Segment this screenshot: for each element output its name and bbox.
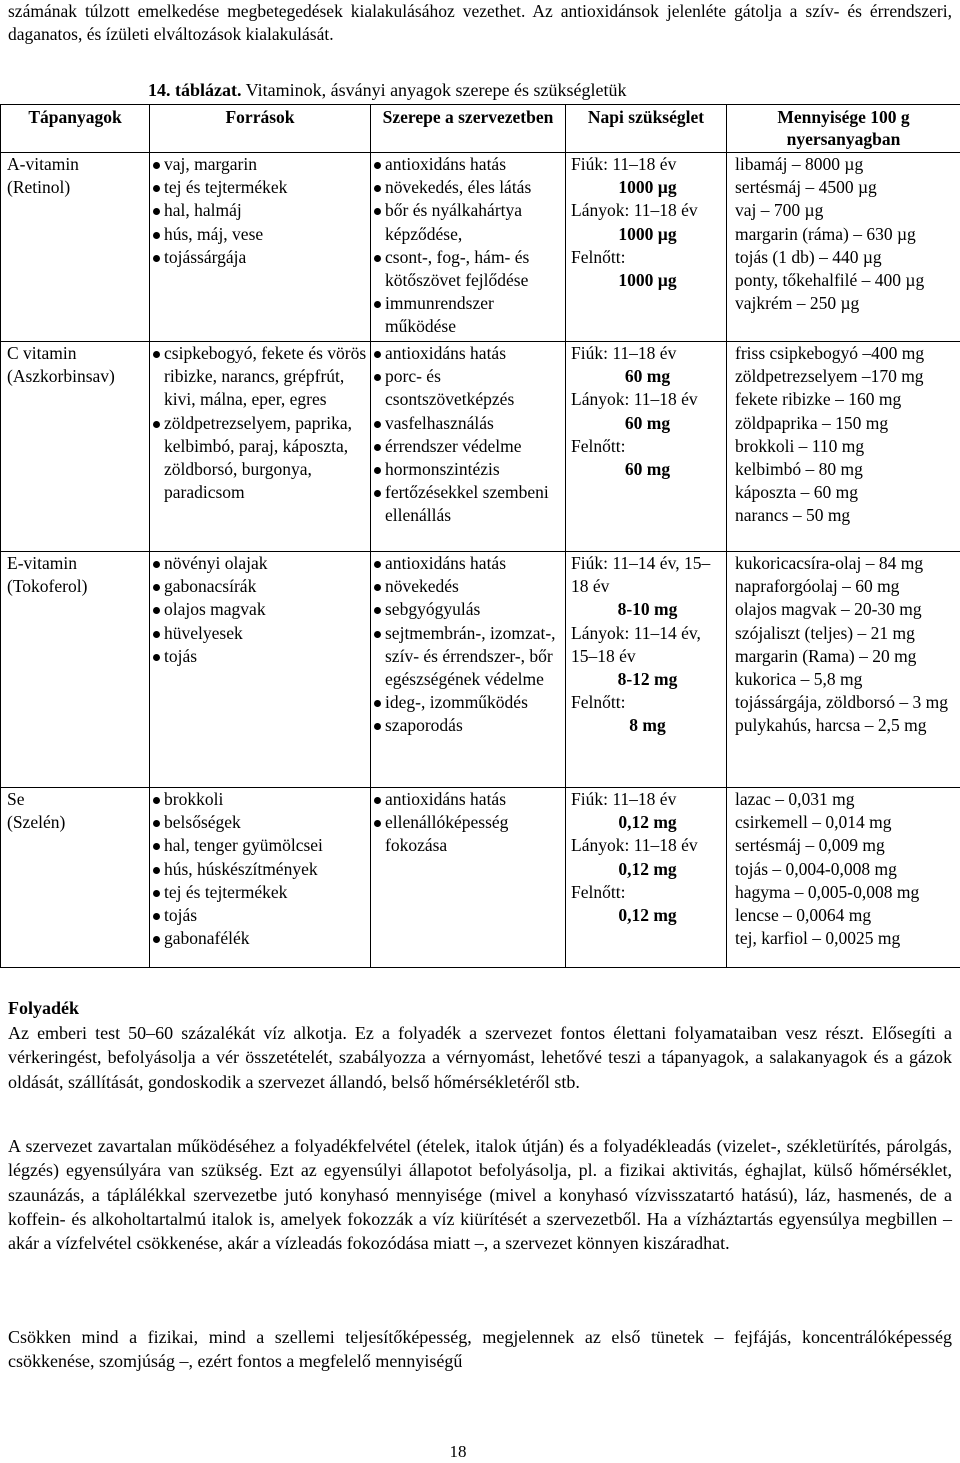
table-caption [148, 79, 626, 102]
nutrient-cell [1, 342, 150, 552]
role-item: ideg-, izomműködés [373, 691, 563, 714]
amount-item: sertésmáj – 0,009 mg [735, 834, 958, 857]
role-item: sebgyógyulás [373, 598, 563, 621]
need-cell [566, 342, 727, 552]
amount-item: tojás (1 db) – 440 µg [735, 246, 958, 269]
role-item: immunrendszer működése [373, 292, 563, 338]
amount-item: lencse – 0,0064 mg [735, 904, 958, 927]
amount-item: kukorica – 5,8 mg [735, 668, 958, 691]
amount-item: fekete ribizke – 160 mg [735, 388, 958, 411]
intro-paragraph: számának túlzott emelkedése megbetegedések kialakulásához vezethet. Az antioxidánsok jelenléte gátolja a szív- és érrendszeri, daganatos, és ízületi elváltozások kialakulását. [8, 0, 952, 46]
header-need: Napi szükséglet [566, 105, 727, 153]
need-value: 8-12 mg [571, 668, 724, 691]
nutrient-name: A-vitamin [7, 153, 147, 176]
source-item: tej és tejtermékek [152, 881, 368, 904]
need-label: Fiúk: 11–18 év [571, 153, 724, 176]
role-item: sejtmembrán-, izomzat-, szív- és érrendszer-, bőr egészségének védelme [373, 622, 563, 692]
sources-list [152, 552, 368, 668]
role-item: porc- és csontszövetképzés [373, 365, 563, 411]
source-item: hús, máj, vese [152, 223, 368, 246]
section-paragraph-1: Az emberi test 50–60 százalékát víz alkotja. Ez a folyadék a szervezet fontos élettani folyamataiban vesz részt. Elősegíti a vérkeringést, befolyásolja a vér összetételét, szabályozza a vérnyomást, lehetővé teszi a tápanyagok, a salakanyagok és a gázok oldását, szállítását, gondoskodik a szervezet állandó, belső hőmérsékletéről stb. [8, 1021, 952, 1094]
amount-item: szójaliszt (teljes) – 21 mg [735, 622, 958, 645]
nutrient-name: C vitamin [7, 342, 147, 365]
nutrient-cell [1, 552, 150, 788]
source-item: hús, húskészítmények [152, 858, 368, 881]
table-row [1, 342, 960, 552]
need-label: Lányok: 11–18 év [571, 834, 724, 857]
sources-cell [150, 788, 371, 968]
role-list [373, 153, 563, 339]
table-row [1, 153, 960, 342]
source-item: hal, halmáj [152, 199, 368, 222]
amount-item: friss csipkebogyó –400 mg [735, 342, 958, 365]
amount-item: narancs – 50 mg [735, 504, 958, 527]
source-item: belsőségek [152, 811, 368, 834]
header-amount: Mennyisége 100 g nyersanyagban [727, 105, 960, 153]
source-item: zöldpetrezselyem, paprika, kelbimbó, paraj, káposzta, zöldborsó, burgonya, paradicsom [152, 412, 368, 505]
amount-item: olajos magvak – 20-30 mg [735, 598, 958, 621]
amount-item: margarin (ráma) – 630 µg [735, 223, 958, 246]
source-item: vaj, margarin [152, 153, 368, 176]
role-cell [371, 552, 566, 788]
amount-item: zöldpaprika – 150 mg [735, 412, 958, 435]
source-item: hüvelyesek [152, 622, 368, 645]
role-item: vasfelhasználás [373, 412, 563, 435]
need-value: 0,12 mg [571, 811, 724, 834]
amount-item: ponty, tőkehalfilé – 400 µg [735, 269, 958, 292]
need-value: 1000 µg [571, 223, 724, 246]
vitamin-table [0, 104, 960, 968]
amount-item: tojás – 0,004-0,008 mg [735, 858, 958, 881]
table-row [1, 552, 960, 788]
section-paragraph-2: A szervezet zavartalan működéséhez a folyadékfelvétel (ételek, italok útján) és a folyadékleadás (vizelet-, székletürítés, párolgás, légzés) egyensúlyára van szükség. Ezt az egyensúlyi állapotot befolyásolja, pl. a fizikai aktivitás, éghajlat, külső hőmérséklet, szaunázás, a táplálékkal szervezetbe jutó konyhasó mennyisége (mivel a konyhasó vízvisszatartó hatású), láz, hasmenés, de a koffein- és alkoholtartalmú italok is, amelyek fokozzák a víz kiürítését a szervezetből. Ha a vízháztartás egyensúlya megbillen – akár a vízfelvétel csökkenése, akár a vízleadás fokozódása miatt –, a szervezet könnyen kiszáradhat. [8, 1134, 952, 1255]
sources-list [152, 153, 368, 269]
need-label: Lányok: 11–14 év, 15–18 év [571, 622, 724, 668]
section-title: Folyadék [8, 997, 79, 1020]
amount-item: csirkemell – 0,014 mg [735, 811, 958, 834]
table-row [1, 788, 960, 968]
need-cell [566, 552, 727, 788]
need-cell [566, 788, 727, 968]
amount-item: kelbimbó – 80 mg [735, 458, 958, 481]
amount-cell [727, 552, 960, 788]
need-value: 1000 µg [571, 176, 724, 199]
header-sources: Források [150, 105, 371, 153]
sources-cell [150, 342, 371, 552]
sources-cell [150, 552, 371, 788]
nutrient-alt-name: (Tokoferol) [7, 575, 147, 598]
amount-item: hagyma – 0,005-0,008 mg [735, 881, 958, 904]
need-value: 60 mg [571, 365, 724, 388]
nutrient-cell [1, 788, 150, 968]
role-list [373, 552, 563, 738]
amount-item: lazac – 0,031 mg [735, 788, 958, 811]
source-item: csipkebogyó, fekete és vörös ribizke, narancs, grépfrút, kivi, málna, eper, egres [152, 342, 368, 412]
need-label: Felnőtt: [571, 435, 724, 458]
need-value: 8 mg [571, 714, 724, 737]
nutrient-alt-name: (Szelén) [7, 811, 147, 834]
amount-item: vajkrém – 250 µg [735, 292, 958, 315]
need-value: 8-10 mg [571, 598, 724, 621]
need-label: Felnőtt: [571, 881, 724, 904]
source-item: növényi olajak [152, 552, 368, 575]
role-item: csont-, fog-, hám- és kötőszövet fejlődése [373, 246, 563, 292]
role-cell [371, 788, 566, 968]
need-value: 1000 µg [571, 269, 724, 292]
role-item: növekedés, éles látás [373, 176, 563, 199]
amount-item: sertésmáj – 4500 µg [735, 176, 958, 199]
sources-list [152, 342, 368, 504]
role-item: érrendszer védelme [373, 435, 563, 458]
amount-item: zöldpetrezselyem –170 mg [735, 365, 958, 388]
need-cell [566, 153, 727, 342]
source-item: brokkoli [152, 788, 368, 811]
amount-item: kukoricacsíra-olaj – 84 mg [735, 552, 958, 575]
amount-item: margarin (Rama) – 20 mg [735, 645, 958, 668]
nutrient-name: Se [7, 788, 147, 811]
amount-item: káposzta – 60 mg [735, 481, 958, 504]
need-label: Lányok: 11–18 év [571, 199, 724, 222]
role-item: antioxidáns hatás [373, 552, 563, 575]
header-role: Szerepe a szervezetben [371, 105, 566, 153]
nutrient-alt-name: (Aszkorbinsav) [7, 365, 147, 388]
amount-cell [727, 153, 960, 342]
role-list [373, 342, 563, 528]
section-paragraph-3: Csökken mind a fizikai, mind a szellemi teljesítőképesség, megjelennek az első tünetek – fejfájás, koncentrálóképesség csökkenése, szomjúság –, ezért fontos a megfelelő mennyiségű [8, 1325, 952, 1374]
role-item: növekedés [373, 575, 563, 598]
amount-cell [727, 342, 960, 552]
source-item: gabonacsírák [152, 575, 368, 598]
role-list [373, 788, 563, 858]
role-item: szaporodás [373, 714, 563, 737]
table-caption-text: Vitaminok, ásványi anyagok szerepe és szükségletük [242, 80, 627, 100]
role-cell [371, 342, 566, 552]
need-label: Felnőtt: [571, 246, 724, 269]
need-label: Lányok: 11–18 év [571, 388, 724, 411]
role-item: bőr és nyálkahártya képződése, [373, 199, 563, 245]
need-value: 60 mg [571, 412, 724, 435]
role-item: antioxidáns hatás [373, 788, 563, 811]
source-item: tojás [152, 904, 368, 927]
amount-item: vaj – 700 µg [735, 199, 958, 222]
need-label: Fiúk: 11–18 év [571, 788, 724, 811]
role-cell [371, 153, 566, 342]
role-item: hormonszintézis [373, 458, 563, 481]
table-header-row [1, 105, 960, 153]
need-label: Fiúk: 11–18 év [571, 342, 724, 365]
need-value: 60 mg [571, 458, 724, 481]
need-value: 0,12 mg [571, 904, 724, 927]
role-item: antioxidáns hatás [373, 153, 563, 176]
need-label: Fiúk: 11–14 év, 15–18 év [571, 552, 724, 598]
nutrient-alt-name: (Retinol) [7, 176, 147, 199]
nutrient-cell [1, 153, 150, 342]
page-number: 18 [0, 1440, 916, 1463]
source-item: tej és tejtermékek [152, 176, 368, 199]
source-item: olajos magvak [152, 598, 368, 621]
amount-item: pulykahús, harcsa – 2,5 mg [735, 714, 958, 737]
nutrient-name: E-vitamin [7, 552, 147, 575]
amount-item: brokkoli – 110 mg [735, 435, 958, 458]
amount-item: tej, karfiol – 0,0025 mg [735, 927, 958, 950]
table-caption-label: 14. táblázat. [148, 80, 242, 100]
source-item: tojássárgája [152, 246, 368, 269]
amount-item: tojássárgája, zöldborsó – 3 mg [735, 691, 958, 714]
header-nutrient: Tápanyagok [1, 105, 150, 153]
source-item: hal, tenger gyümölcsei [152, 834, 368, 857]
sources-list [152, 788, 368, 950]
role-item: fertőzésekkel szembeni ellenállás [373, 481, 563, 527]
amount-item: napraforgóolaj – 60 mg [735, 575, 958, 598]
source-item: gabonafélék [152, 927, 368, 950]
need-label: Felnőtt: [571, 691, 724, 714]
sources-cell [150, 153, 371, 342]
need-value: 0,12 mg [571, 858, 724, 881]
amount-item: libamáj – 8000 µg [735, 153, 958, 176]
role-item: antioxidáns hatás [373, 342, 563, 365]
role-item: ellenállóképesség fokozása [373, 811, 563, 857]
amount-cell [727, 788, 960, 968]
source-item: tojás [152, 645, 368, 668]
